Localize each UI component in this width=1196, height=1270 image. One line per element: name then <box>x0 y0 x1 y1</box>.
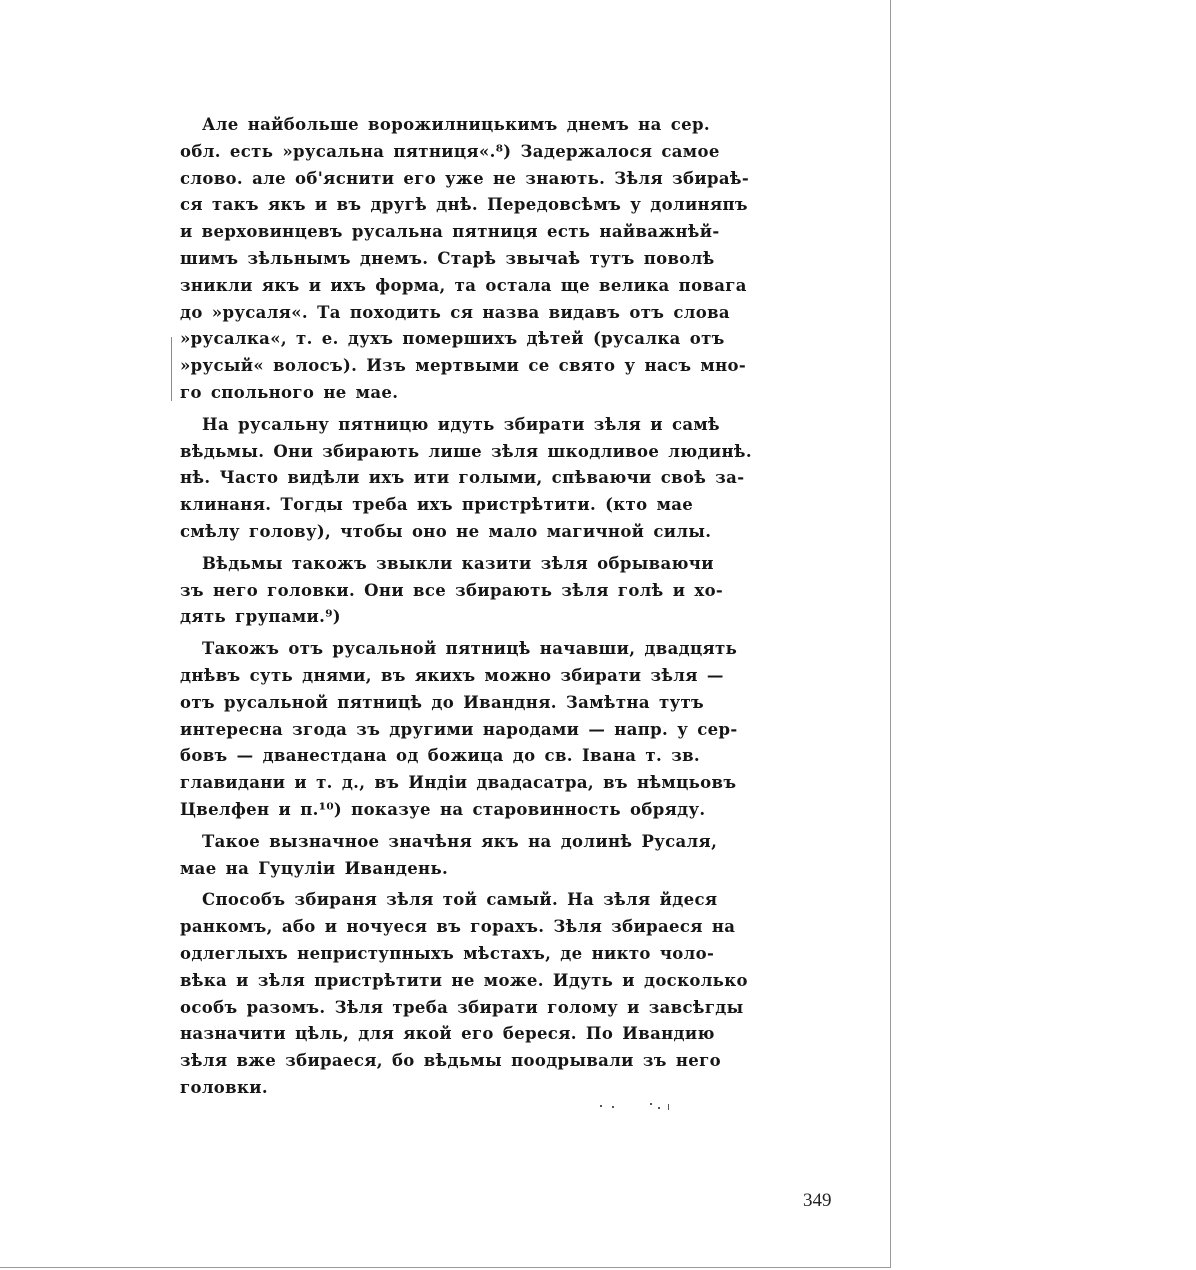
text-line: клинаня. Тогды треба ихъ пристрѣтити. (кто мае <box>180 495 694 515</box>
text-line: дять групами.⁹) <box>180 607 341 627</box>
page-body-text <box>180 112 752 1102</box>
text-line: Способъ збираня зѣля той самый. На зѣля йдеся <box>202 890 718 910</box>
text-line: интересна згода зъ другими народами — напр. у сер- <box>180 719 738 739</box>
text-line: вѣдьмы. Они збирають лише зѣля шкодливое людинѣ. <box>180 441 752 461</box>
text-line: головки. <box>180 1077 268 1097</box>
text-line: Цвелфен и п.¹⁰) показуе на старовинность обряду. <box>180 799 706 819</box>
paragraph <box>180 829 720 883</box>
text-line: ся такъ якъ и въ другѣ днѣ. Передовсѣмъ у долиняпъ <box>180 195 748 215</box>
scan-margin-mark <box>171 337 172 401</box>
text-line: слово. але об'яснити его уже не знають. Зѣля збираѣ- <box>180 168 750 188</box>
text-line: ранкомъ, або и ночуеся въ горахъ. Зѣля збираеся на <box>180 917 736 937</box>
text-line: назначити цѣль, для якой его береся. По Ивандию <box>180 1024 715 1044</box>
text-line: бовъ — дванестдана од божица до св. Івана т. зв. <box>180 746 700 766</box>
text-line: »русалка«, т. е. духъ помершихъ дѣтей (русалка отъ <box>180 329 725 349</box>
text-line: до »русаля«. Та походить ся назва видавъ отъ слова <box>180 302 730 322</box>
paragraph <box>180 636 738 824</box>
text-line: особъ разомъ. Зѣля треба збирати голому и завсѣгды <box>180 997 744 1017</box>
text-line: Вѣдьмы такожъ звыкли казити зѣля обрываючи <box>202 553 714 573</box>
text-line: одлеглыхъ неприступныхъ мѣстахъ, де никто чоло- <box>180 943 715 963</box>
text-line: го спольного не мае. <box>180 382 399 402</box>
text-line: зъ него головки. Они все збирають зѣля голѣ и хо- <box>180 580 724 600</box>
text-line: главидани и т. д., въ Индіи двадасатра, въ нѣмцьовъ <box>180 773 737 793</box>
paragraph <box>180 412 752 546</box>
text-line: смѣлу голову), чтобы оно не мало магичной силы. <box>180 521 712 541</box>
text-line: мае на Гуцуліи Ивандень. <box>180 858 449 878</box>
text-line: зникли якъ и ихъ форма, та остала ще велика повага <box>180 275 747 295</box>
text-line: зѣля вже збираеся, бо вѣдьмы поодрывали зъ него <box>180 1051 721 1071</box>
paragraph <box>180 551 724 631</box>
paragraph <box>180 887 748 1101</box>
text-line: днѣвъ суть днями, въ якихъ можно збирати зѣля — <box>180 665 724 685</box>
text-line: обл. есть »русальна пятниця«.⁸) Задержалося самое <box>180 141 720 161</box>
text-line: Такое вызначное значѣня якъ на долинѣ Русаля, <box>202 831 718 851</box>
scan-specks <box>598 1101 678 1111</box>
text-line: Такожъ отъ русальной пятницѣ начавши, двадцять <box>202 639 738 659</box>
text-line: Але найбольше ворожилницькимъ днемъ на сер. <box>202 115 710 134</box>
text-line: нѣ. Часто видѣли ихъ ити голыми, спѣваючи своѣ за- <box>180 468 745 488</box>
page-number: 349 <box>803 1190 832 1211</box>
text-line: вѣка и зѣля пристрѣтити не може. Идуть и досколько <box>180 970 748 990</box>
text-line: шимъ зѣльнымъ днемъ. Старѣ звычаѣ тутъ поволѣ <box>180 248 715 268</box>
text-line: »русый« волосъ). Изъ мертвыми се свято у насъ мно- <box>180 356 747 376</box>
text-line: отъ русальной пятницѣ до Ивандня. Замѣтна тутъ <box>180 692 705 712</box>
text-line: и верховинцевъ русальна пятниця есть найважнѣй- <box>180 222 720 242</box>
text-line: На русальну пятницю идуть збирати зѣля и самѣ <box>202 414 721 434</box>
paragraph <box>180 112 750 407</box>
